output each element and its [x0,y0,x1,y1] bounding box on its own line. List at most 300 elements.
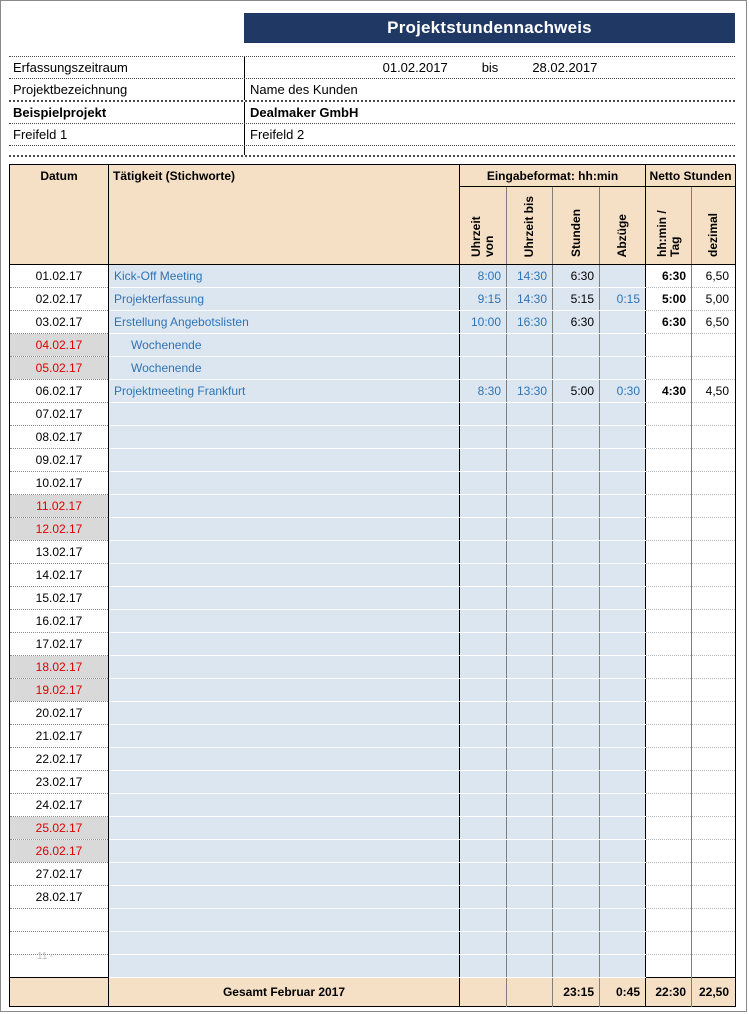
hhmin-tag-cell[interactable] [646,403,692,426]
stunden-cell[interactable]: 6:30 [553,311,600,334]
uhrzeit-von-cell[interactable] [460,817,507,840]
activity-cell[interactable] [109,518,460,541]
uhrzeit-bis-cell[interactable] [507,679,553,702]
abzuege-cell[interactable] [600,725,646,748]
date-cell[interactable]: 25.02.17 [10,817,109,840]
activity-cell[interactable] [109,564,460,587]
date-cell[interactable]: 13.02.17 [10,541,109,564]
date-cell[interactable]: 14.02.17 [10,564,109,587]
uhrzeit-von-cell[interactable] [460,909,507,932]
abzuege-cell[interactable] [600,426,646,449]
dezimal-cell[interactable]: 4,50 [692,380,736,403]
uhrzeit-bis-cell[interactable] [507,932,553,955]
abzuege-cell[interactable] [600,265,646,288]
uhrzeit-von-cell[interactable] [460,886,507,909]
stunden-cell[interactable] [553,587,600,610]
group-header-netto-stunden: Netto Stunden [646,165,736,187]
stunden-cell[interactable]: 5:00 [553,380,600,403]
stunden-cell[interactable] [553,702,600,725]
table-row [10,725,736,748]
total-dezimal[interactable]: 22,50 [692,978,736,1007]
hhmin-tag-cell[interactable] [646,426,692,449]
abzuege-cell[interactable] [600,863,646,886]
uhrzeit-von-cell[interactable] [460,449,507,472]
dezimal-cell[interactable] [692,748,736,771]
abzuege-cell[interactable] [600,771,646,794]
hhmin-tag-cell[interactable] [646,357,692,380]
abzuege-cell[interactable] [600,495,646,518]
table-row [10,702,736,725]
uhrzeit-von-cell[interactable] [460,472,507,495]
uhrzeit-bis-cell[interactable] [507,518,553,541]
dezimal-cell[interactable] [692,932,736,955]
activity-cell[interactable] [109,725,460,748]
dezimal-cell[interactable] [692,886,736,909]
hhmin-tag-cell[interactable] [646,932,692,955]
table-row [10,610,736,633]
uhrzeit-bis-cell[interactable] [507,472,553,495]
abzuege-cell[interactable] [600,656,646,679]
uhrzeit-von-cell[interactable] [460,495,507,518]
uhrzeit-bis-cell[interactable] [507,357,553,380]
activity-cell[interactable] [109,863,460,886]
dezimal-cell[interactable] [692,679,736,702]
hhmin-tag-cell[interactable] [646,656,692,679]
abzuege-cell[interactable]: 0:15 [600,288,646,311]
hhmin-tag-cell[interactable] [646,541,692,564]
hhmin-tag-cell[interactable] [646,702,692,725]
project-name-value[interactable]: Beispielprojekt [13,105,107,120]
uhrzeit-bis-cell[interactable]: 14:30 [507,265,553,288]
abzuege-cell[interactable] [600,702,646,725]
period-label: Erfassungszeitraum [13,60,128,75]
abzuege-cell[interactable] [600,794,646,817]
abzuege-cell[interactable] [600,449,646,472]
activity-cell[interactable]: Erstellung Angebotslisten [109,311,460,334]
stunden-cell[interactable] [553,932,600,955]
uhrzeit-bis-cell[interactable]: 13:30 [507,380,553,403]
table-row [10,311,736,334]
date-cell[interactable] [10,909,109,932]
date-cell[interactable]: 07.02.17 [10,403,109,426]
column-header-abzuege [600,187,646,265]
hhmin-tag-cell[interactable]: 4:30 [646,380,692,403]
column-header-hhmin-tag [646,187,692,265]
activity-cell[interactable] [109,817,460,840]
totals-section [10,978,736,1007]
uhrzeit-von-cell[interactable]: 10:00 [460,311,507,334]
activity-cell[interactable] [109,702,460,725]
uhrzeit-bis-cell[interactable] [507,702,553,725]
dezimal-cell[interactable] [692,541,736,564]
dezimal-cell[interactable] [692,426,736,449]
date-cell[interactable]: 04.02.17 [10,334,109,357]
abzuege-cell[interactable] [600,886,646,909]
total-hhmin-tag[interactable]: 22:30 [646,978,692,1007]
abzuege-cell[interactable] [600,679,646,702]
activity-cell[interactable] [109,587,460,610]
date-cell[interactable]: 17.02.17 [10,633,109,656]
uhrzeit-von-cell[interactable] [460,955,507,978]
uhrzeit-bis-label: Uhrzeit bis [522,195,536,257]
uhrzeit-von-cell[interactable] [460,403,507,426]
dezimal-cell[interactable] [692,909,736,932]
dezimal-cell[interactable] [692,794,736,817]
uhrzeit-von-cell[interactable]: 9:15 [460,288,507,311]
abzuege-cell[interactable]: 0:30 [600,380,646,403]
uhrzeit-bis-cell[interactable] [507,840,553,863]
activity-cell[interactable] [109,794,460,817]
date-cell[interactable]: 16.02.17 [10,610,109,633]
abzuege-cell[interactable] [600,610,646,633]
uhrzeit-bis-cell[interactable] [507,587,553,610]
activity-cell[interactable] [109,932,460,955]
uhrzeit-von-cell[interactable] [460,679,507,702]
uhrzeit-von-cell[interactable] [460,863,507,886]
date-cell[interactable]: 27.02.17 [10,863,109,886]
table-row [10,357,736,380]
activity-cell[interactable] [109,886,460,909]
dezimal-cell[interactable]: 6,50 [692,265,736,288]
activity-cell[interactable] [109,771,460,794]
hhmin-tag-cell[interactable]: 5:00 [646,288,692,311]
dezimal-cell[interactable] [692,564,736,587]
stunden-cell[interactable] [553,610,600,633]
date-cell[interactable]: 03.02.17 [10,311,109,334]
table-row [10,541,736,564]
date-cell[interactable]: 24.02.17 [10,794,109,817]
stunden-cell[interactable] [553,771,600,794]
stunden-cell[interactable] [553,518,600,541]
activity-cell[interactable]: Projekterfassung [109,288,460,311]
activity-cell[interactable] [109,840,460,863]
hhmin-tag-cell[interactable] [646,794,692,817]
uhrzeit-von-cell[interactable] [460,426,507,449]
activity-cell[interactable] [109,403,460,426]
uhrzeit-von-cell[interactable] [460,932,507,955]
uhrzeit-bis-cell[interactable]: 14:30 [507,288,553,311]
stunden-cell[interactable] [553,725,600,748]
uhrzeit-bis-cell[interactable] [507,426,553,449]
table-row [10,587,736,610]
uhrzeit-von-cell[interactable] [460,518,507,541]
stunden-cell[interactable] [553,334,600,357]
freefield-row [9,124,735,146]
stunden-cell[interactable] [553,840,600,863]
date-cell[interactable]: 20.02.17 [10,702,109,725]
hhmin-tag-cell[interactable] [646,564,692,587]
uhrzeit-bis-cell[interactable] [507,403,553,426]
date-cell[interactable]: 01.02.17 [10,265,109,288]
uhrzeit-bis-cell[interactable] [507,955,553,978]
hhmin-tag-cell[interactable]: 6:30 [646,311,692,334]
table-row [10,656,736,679]
stunden-cell[interactable] [553,564,600,587]
abzuege-cell[interactable] [600,403,646,426]
dezimal-cell[interactable] [692,518,736,541]
hhmin-tag-cell[interactable] [646,587,692,610]
period-to-value[interactable]: 28.02.2017 [532,60,598,75]
uhrzeit-bis-cell[interactable] [507,495,553,518]
date-cell[interactable]: 18.02.17 [10,656,109,679]
uhrzeit-bis-cell[interactable] [507,748,553,771]
date-cell[interactable]: 05.02.17 [10,357,109,380]
uhrzeit-bis-cell[interactable] [507,725,553,748]
dezimal-cell[interactable] [692,725,736,748]
dezimal-cell[interactable]: 5,00 [692,288,736,311]
dezimal-cell[interactable] [692,702,736,725]
activity-cell[interactable] [109,541,460,564]
date-cell[interactable]: 08.02.17 [10,426,109,449]
uhrzeit-von-cell[interactable]: 8:30 [460,380,507,403]
column-header-stunden [553,187,600,265]
hhmin-tag-cell[interactable] [646,725,692,748]
date-cell[interactable]: 26.02.17 [10,840,109,863]
stunden-label: Stunden [568,209,583,257]
uhrzeit-von-cell[interactable] [460,564,507,587]
period-values [244,57,735,78]
project-label-row [9,79,735,102]
uhrzeit-bis-cell[interactable] [507,633,553,656]
date-cell[interactable] [10,955,109,978]
page-title: Projektstundennachweis [244,13,735,43]
abzuege-cell[interactable] [600,587,646,610]
hhmin-tag-cell[interactable] [646,610,692,633]
dezimal-cell[interactable]: 6,50 [692,311,736,334]
date-cell[interactable]: 11.02.17 [10,495,109,518]
stunden-cell[interactable] [553,748,600,771]
activity-cell[interactable] [109,748,460,771]
totals-label: Gesamt Februar 2017 [109,978,460,1007]
uhrzeit-bis-cell[interactable] [507,334,553,357]
hhmin-tag-cell[interactable] [646,863,692,886]
stunden-cell[interactable] [553,955,600,978]
hhmin-tag-cell[interactable] [646,518,692,541]
abzuege-cell[interactable] [600,748,646,771]
activity-cell[interactable]: Wochenende [109,357,460,380]
dezimal-cell[interactable] [692,472,736,495]
uhrzeit-bis-cell[interactable] [507,886,553,909]
abzuege-cell[interactable] [600,564,646,587]
abzuege-cell[interactable] [600,472,646,495]
stunden-cell[interactable] [553,909,600,932]
abzuege-cell[interactable] [600,357,646,380]
freefield1-value[interactable]: Freifeld 1 [13,127,68,142]
activity-cell[interactable] [109,610,460,633]
table-row [10,518,736,541]
uhrzeit-von-cell[interactable] [460,702,507,725]
stunden-cell[interactable] [553,541,600,564]
activity-cell[interactable]: Kick-Off Meeting [109,265,460,288]
total-stunden[interactable]: 23:15 [553,978,600,1007]
hhmin-tag-cell[interactable] [646,334,692,357]
stunden-cell[interactable] [553,863,600,886]
stunden-cell[interactable] [553,794,600,817]
hhmin-tag-cell[interactable] [646,955,692,978]
date-cell[interactable]: 06.02.17 [10,380,109,403]
hhmin-tag-cell[interactable] [646,840,692,863]
abzuege-cell[interactable] [600,817,646,840]
uhrzeit-von-cell[interactable] [460,794,507,817]
date-cell[interactable]: 12.02.17 [10,518,109,541]
uhrzeit-von-cell[interactable] [460,334,507,357]
period-row [9,56,735,79]
uhrzeit-von-cell[interactable] [460,656,507,679]
hhmin-tag-cell[interactable] [646,472,692,495]
uhrzeit-von-cell[interactable] [460,541,507,564]
stunden-cell[interactable] [553,449,600,472]
uhrzeit-von-cell[interactable] [460,840,507,863]
uhrzeit-bis-cell[interactable] [507,449,553,472]
dezimal-label: dezimal [706,212,721,257]
uhrzeit-von-cell[interactable] [460,633,507,656]
stunden-cell[interactable] [553,679,600,702]
total-abzuege[interactable]: 0:45 [600,978,646,1007]
date-cell[interactable]: 19.02.17 [10,679,109,702]
table-row [10,449,736,472]
uhrzeit-von-cell[interactable] [460,748,507,771]
table-row [10,633,736,656]
abzuege-cell[interactable] [600,311,646,334]
abzuege-cell[interactable] [600,334,646,357]
activity-cell[interactable] [109,495,460,518]
table-row [10,334,736,357]
stunden-cell[interactable] [553,817,600,840]
hhmin-tag-cell[interactable] [646,817,692,840]
date-cell[interactable]: 09.02.17 [10,449,109,472]
project-name-row [9,102,735,124]
table-row [10,426,736,449]
dezimal-cell[interactable] [692,403,736,426]
date-cell[interactable]: 10.02.17 [10,472,109,495]
stunden-cell[interactable] [553,656,600,679]
abzuege-cell[interactable] [600,541,646,564]
uhrzeit-bis-cell[interactable] [507,564,553,587]
date-cell[interactable]: 02.02.17 [10,288,109,311]
hhmin-tag-cell[interactable]: 6:30 [646,265,692,288]
dezimal-cell[interactable] [692,771,736,794]
hhmin-tag-cell[interactable] [646,909,692,932]
uhrzeit-bis-cell[interactable]: 16:30 [507,311,553,334]
column-header-uhrzeit-von [460,187,507,265]
abzuege-cell[interactable] [600,909,646,932]
activity-cell[interactable] [109,633,460,656]
dezimal-cell[interactable] [692,817,736,840]
table-row [10,771,736,794]
column-header-dezimal [692,187,736,265]
period-from-value[interactable]: 01.02.2017 [382,60,448,75]
dezimal-cell[interactable] [692,863,736,886]
dezimal-cell[interactable] [692,587,736,610]
hhmin-tag-cell[interactable] [646,886,692,909]
stunden-cell[interactable] [553,357,600,380]
date-cell[interactable]: 28.02.17 [10,886,109,909]
table-row [10,472,736,495]
abzuege-cell[interactable] [600,840,646,863]
date-cell[interactable] [10,932,109,955]
hhmin-tag-cell[interactable] [646,748,692,771]
dezimal-cell[interactable] [692,610,736,633]
activity-cell[interactable]: Wochenende [109,334,460,357]
activity-cell[interactable]: Projektmeeting Frankfurt [109,380,460,403]
table-row [10,863,736,886]
hhmin-tag-cell[interactable] [646,449,692,472]
totals-von-cell[interactable] [460,978,507,1007]
abzuege-cell[interactable] [600,932,646,955]
table-row [10,840,736,863]
dezimal-cell[interactable] [692,334,736,357]
hhmin-tag-cell[interactable] [646,771,692,794]
customer-label-value[interactable]: Name des Kunden [244,79,735,100]
uhrzeit-von-cell[interactable] [460,771,507,794]
uhrzeit-bis-cell[interactable] [507,541,553,564]
uhrzeit-von-cell[interactable] [460,587,507,610]
date-cell[interactable]: 15.02.17 [10,587,109,610]
hhmin-tag-cell[interactable] [646,679,692,702]
uhrzeit-von-cell[interactable]: 8:00 [460,265,507,288]
uhrzeit-bis-cell[interactable] [507,909,553,932]
dezimal-cell[interactable] [692,357,736,380]
dezimal-cell[interactable] [692,840,736,863]
activity-cell[interactable] [109,955,460,978]
stunden-cell[interactable] [553,633,600,656]
stunden-cell[interactable] [553,426,600,449]
totals-bis-cell[interactable] [507,978,553,1007]
activity-cell[interactable] [109,472,460,495]
stunden-cell[interactable] [553,495,600,518]
date-cell[interactable]: 21.02.17 [10,725,109,748]
activity-cell[interactable] [109,449,460,472]
uhrzeit-bis-cell[interactable] [507,794,553,817]
uhrzeit-von-cell[interactable] [460,610,507,633]
activity-cell[interactable] [109,679,460,702]
uhrzeit-bis-cell[interactable] [507,817,553,840]
stunden-cell[interactable] [553,472,600,495]
abzuege-cell[interactable] [600,518,646,541]
uhrzeit-bis-cell[interactable] [507,656,553,679]
dezimal-cell[interactable] [692,955,736,978]
totals-date-cell[interactable] [10,978,109,1007]
dezimal-cell[interactable] [692,495,736,518]
table-row [10,288,736,311]
abzuege-cell[interactable] [600,955,646,978]
uhrzeit-bis-cell[interactable] [507,771,553,794]
customer-name-value[interactable]: Dealmaker GmbH [244,102,735,123]
hhmin-tag-cell[interactable] [646,633,692,656]
dezimal-cell[interactable] [692,449,736,472]
uhrzeit-von-cell[interactable] [460,357,507,380]
freefield2-value[interactable]: Freifeld 2 [244,124,735,145]
stunden-cell[interactable]: 6:30 [553,265,600,288]
activity-cell[interactable] [109,426,460,449]
table-row [10,564,736,587]
hhmin-tag-cell[interactable] [646,495,692,518]
date-cell[interactable]: 22.02.17 [10,748,109,771]
stunden-cell[interactable]: 5:15 [553,288,600,311]
stunden-cell[interactable] [553,403,600,426]
uhrzeit-bis-cell[interactable] [507,863,553,886]
dezimal-cell[interactable] [692,656,736,679]
uhrzeit-von-cell[interactable] [460,725,507,748]
abzuege-cell[interactable] [600,633,646,656]
stunden-cell[interactable] [553,886,600,909]
date-cell[interactable]: 23.02.17 [10,771,109,794]
activity-cell[interactable] [109,909,460,932]
dezimal-cell[interactable] [692,633,736,656]
uhrzeit-bis-cell[interactable] [507,610,553,633]
activity-cell[interactable] [109,656,460,679]
table-row [10,955,736,978]
